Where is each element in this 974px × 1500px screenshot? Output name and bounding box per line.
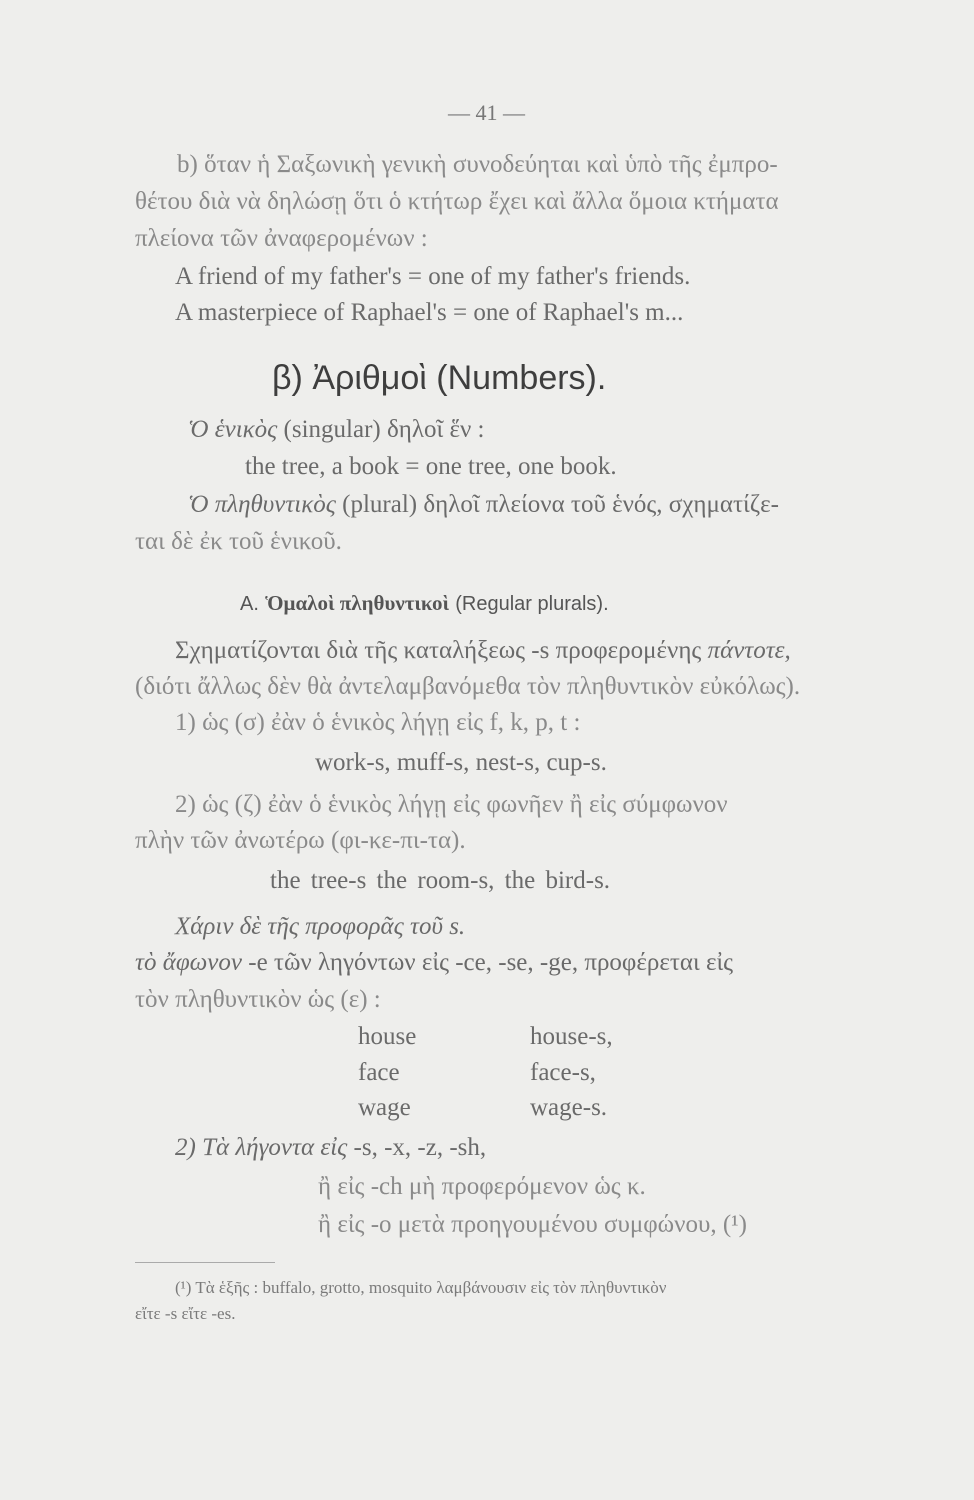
example-line: A masterpiece of Raphael's = one of Raphael's m...	[175, 299, 684, 326]
rule-line: 2) ὡς (ζ) ἐὰν ὁ ἑνικὸς λήγῃ εἰς φωνῆεν ἢ εἰς σύμφωνον	[175, 791, 728, 818]
subsection-label: A.	[240, 593, 259, 615]
text-line	[188, 490, 779, 520]
text-line: πλείονα τῶν ἀναφερομένων :	[135, 225, 428, 252]
word-singular: house	[358, 1023, 417, 1050]
word-singular: face	[358, 1059, 400, 1086]
text-line	[135, 948, 733, 978]
text-span: πάντοτε,	[707, 637, 791, 664]
greek-term: τὸ ἄφωνον	[135, 949, 242, 976]
word-singular: wage	[358, 1094, 411, 1121]
text-line: b) ὅταν ἡ Σαξωνικὴ γενικὴ συνοδεύηται καὶ ὑπὸ τῆς ἐμπρο-	[177, 151, 778, 178]
text-line: τὸν πληθυντικὸν ὡς (ε) :	[135, 986, 381, 1013]
greek-term: Ὁ πληθυντικὸς	[188, 491, 336, 518]
subsection-english: (Regular plurals).	[455, 593, 609, 615]
subsection-heading	[240, 588, 609, 619]
footnote-line: εἴτε -s εἴτε -es.	[135, 1304, 236, 1323]
greek-term: Ὁ ἑνικὸς	[188, 416, 278, 443]
text-line: Χάριν δὲ τῆς προφορᾶς τοῦ s.	[175, 913, 466, 940]
text-span: (singular) δηλοῖ ἕν :	[283, 416, 485, 443]
text-line: πλὴν τῶν ἀνωτέρω (φι-κε-πι-τα).	[135, 827, 466, 854]
text-span: -s, -x, -z, -sh,	[353, 1134, 487, 1161]
subsection-greek: Ὁμαλοὶ πληθυντικοὶ	[265, 591, 449, 615]
word-plural: face-s,	[530, 1059, 596, 1086]
text-line: (διότι ἄλλως δὲν θὰ ἀντελαμβανόμεθα τὸν πληθυντικὸν εὐκόλως).	[135, 673, 801, 700]
example-line: A friend of my father's = one of my father's friends.	[175, 263, 691, 290]
text-line: θέτου διὰ νὰ δηλώσῃ ὅτι ὁ κτήτωρ ἔχει καὶ ἄλλα ὅμοια κτήματα	[135, 188, 779, 215]
text-span: 2) Τὰ λήγοντα εἰς	[175, 1134, 348, 1161]
text-line	[175, 1133, 486, 1163]
word-plural: wage-s.	[530, 1094, 608, 1121]
example-line: the tree, a book = one tree, one book.	[245, 453, 617, 480]
text-line: ἢ εἰς -o μετὰ προηγουμένου συμφώνου, (¹)	[318, 1211, 747, 1238]
page-number: — 41 —	[448, 100, 525, 125]
rule-line: 1) ὡς (σ) ἐὰν ὁ ἑνικὸς λήγῃ εἰς f, k, p, t :	[175, 709, 581, 736]
example-line: the tree-s the room-s, the bird-s.	[270, 867, 611, 894]
section-heading: β) Ἀριθμοὶ (Numbers).	[272, 359, 607, 397]
text-span: -e τῶν ληγόντων εἰς -ce, -se, -ge, προφέρεται εἰς	[248, 949, 734, 976]
example-line: work-s, muff-s, nest-s, cup-s.	[315, 749, 607, 776]
footnote-line: (¹) Τὰ ἑξῆς : buffalo, grotto, mosquito λαμβάνουσιν εἰς τὸν πληθυντικὸν	[175, 1278, 667, 1297]
footnote-divider	[135, 1262, 275, 1263]
word-plural: house-s,	[530, 1023, 613, 1050]
text-span: (plural) δηλοῖ πλείονα τοῦ ἑνός, σχηματίζε-	[342, 491, 779, 518]
text-line: ἢ εἰς -ch μὴ προφερόμενον ὡς κ.	[318, 1173, 646, 1200]
text-line	[175, 636, 791, 666]
text-line: ται δὲ ἐκ τοῦ ἑνικοῦ.	[135, 528, 342, 555]
text-span: Σχηματίζονται διὰ τῆς καταλήξεως -s προφερομένης	[175, 637, 702, 664]
text-line	[188, 415, 484, 445]
